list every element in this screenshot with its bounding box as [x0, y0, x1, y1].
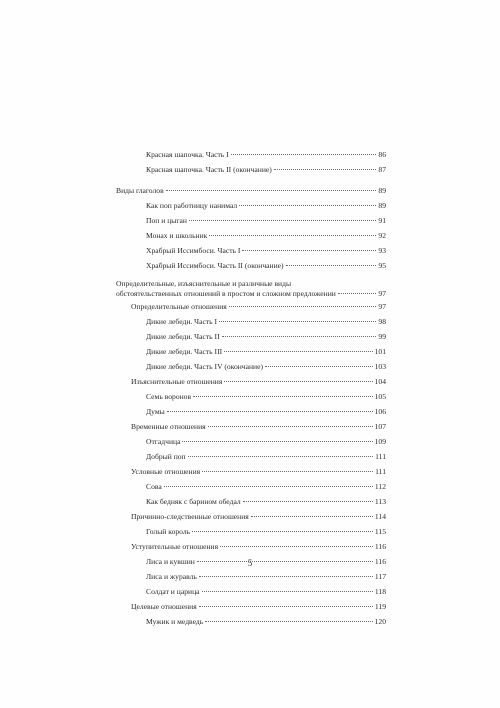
toc-entry-title: Дикие лебеди. Часть IV (окончание) [146, 362, 264, 371]
toc-subsection [116, 509, 386, 524]
toc-entry-title: Сова [146, 482, 162, 491]
dot-leader [205, 621, 372, 622]
toc-entry [116, 449, 386, 464]
toc-entry-page: 99 [378, 332, 386, 341]
table-of-contents [116, 147, 386, 629]
toc-subsection-title: Условные отношения [131, 467, 201, 476]
toc-entry-title: Дикие лебеди. Часть II [146, 332, 220, 341]
toc-entry-page: 116 [374, 557, 386, 566]
toc-entry-page: 113 [374, 497, 386, 506]
toc-entry [116, 434, 386, 449]
toc-entry-page: 89 [378, 201, 386, 210]
toc-entry-title: Лиса и журавль [146, 572, 197, 581]
toc-entry-title: Семь воронов [146, 392, 192, 401]
toc-section [116, 183, 386, 198]
toc-entry-page: 89 [378, 186, 386, 195]
toc-entry-page: 95 [378, 261, 386, 270]
toc-entry-page: 120 [374, 617, 386, 626]
dot-leader [224, 351, 372, 352]
toc-subsection [116, 464, 386, 479]
toc-entry-title: Голый король [146, 527, 191, 536]
dot-leader [199, 606, 373, 607]
toc-entry [116, 228, 386, 243]
toc-entry-title: Дикие лебеди. Часть III [146, 347, 223, 356]
dot-leader [192, 531, 373, 532]
toc-entry-title: Красная шапочка. Часть II (окончание) [146, 165, 272, 174]
dot-leader [242, 250, 376, 251]
dot-leader [224, 381, 372, 382]
toc-entry-page: 119 [374, 602, 386, 611]
toc-subsection-title: Целевые отношения [131, 602, 197, 611]
toc-entry [116, 147, 386, 162]
dot-leader [209, 235, 376, 236]
toc-subsection-title: Временные отношения [131, 422, 206, 431]
dot-leader [202, 591, 373, 592]
dot-leader [239, 205, 376, 206]
toc-entry-page: 111 [375, 452, 386, 461]
toc-entry-title: Лиса и кувшин [146, 557, 195, 566]
toc-section-title-line2: обстоятельственных отношений в простом и сложном предложении [116, 289, 336, 298]
toc-entry-title: Поп и цыган [146, 216, 187, 225]
toc-entry [116, 213, 386, 228]
dot-leader [229, 306, 377, 307]
dot-leader [222, 336, 377, 337]
toc-entry [116, 258, 386, 273]
toc-entry-title: Храбрый Иссимбоси. Часть I [146, 246, 241, 255]
toc-entry [116, 494, 386, 509]
toc-entry-page: 114 [374, 512, 386, 521]
toc-entry-page: 107 [374, 422, 386, 431]
toc-entry-title: Как поп работницу нанимал [146, 201, 238, 210]
toc-entry [116, 314, 386, 329]
toc-entry-page: 97 [378, 289, 386, 298]
toc-subsection [116, 374, 386, 389]
toc-entry-page: 105 [374, 392, 386, 401]
toc-entry-page: 86 [378, 150, 386, 159]
toc-entry [116, 404, 386, 419]
dot-leader [189, 220, 376, 221]
dot-leader [202, 471, 373, 472]
toc-entry-page: 91 [378, 216, 386, 225]
dot-leader [208, 426, 373, 427]
toc-entry [116, 479, 386, 494]
toc-section-title-line1: Определительные, изъяснительные и различные виды [116, 279, 292, 288]
toc-entry-page: 117 [374, 572, 386, 581]
dot-leader [193, 396, 373, 397]
dot-leader [286, 265, 377, 266]
dot-leader [338, 293, 377, 294]
toc-subsection-title: Определительные отношения [131, 302, 227, 311]
toc-entry-page: 97 [378, 302, 386, 311]
toc-entry [116, 359, 386, 374]
toc-subsection [116, 599, 386, 614]
toc-subsection-title: Уступительные отношения [131, 542, 219, 551]
toc-entry-page: 104 [374, 377, 386, 386]
dot-leader [265, 366, 373, 367]
dot-leader [219, 321, 376, 322]
dot-leader [231, 154, 377, 155]
toc-entry-title: Храбрый Иссимбоси. Часть II (окончание) [146, 261, 284, 270]
toc-entry [116, 329, 386, 344]
dot-leader [243, 501, 373, 502]
toc-entry [116, 584, 386, 599]
toc-entry-title: Думы [146, 407, 165, 416]
toc-entry [116, 389, 386, 404]
dot-leader [274, 169, 377, 170]
toc-entry-page: 112 [374, 482, 386, 491]
toc-entry-title: Красная шапочка. Часть I [146, 150, 229, 159]
toc-section [116, 279, 386, 299]
dot-leader [164, 486, 373, 487]
toc-entry-page: 115 [374, 527, 386, 536]
toc-entry-page: 101 [374, 347, 386, 356]
toc-entry-page: 92 [378, 231, 386, 240]
toc-entry-page: 116 [374, 542, 386, 551]
toc-entry [116, 524, 386, 539]
toc-entry [116, 614, 386, 629]
dot-leader [220, 546, 373, 547]
toc-entry-title: Мужик и медведь [146, 617, 204, 626]
toc-entry-title: Добрый поп [146, 452, 186, 461]
toc-entry-page: 106 [374, 407, 386, 416]
toc-section-title: Виды глаголов [116, 186, 164, 195]
dot-leader [182, 441, 372, 442]
toc-entry [116, 344, 386, 359]
toc-entry-title: Дикие лебеди. Часть I [146, 317, 218, 326]
toc-subsection [116, 539, 386, 554]
toc-entry-title: Монах и школьник [146, 231, 208, 240]
toc-entry [116, 569, 386, 584]
toc-entry-title: Отгадчица [146, 437, 181, 446]
toc-entry-title: Солдат и царица [146, 587, 200, 596]
toc-entry [116, 243, 386, 258]
page-number: 5 [247, 558, 253, 568]
dot-leader [166, 190, 377, 191]
toc-entry-page: 103 [374, 362, 386, 371]
toc-entry-title: Как бедняк с барином обедал [146, 497, 241, 506]
toc-entry-page: 98 [378, 317, 386, 326]
toc-subsection-title: Изъяснительные отношения [131, 377, 223, 386]
toc-entry-page: 111 [375, 467, 386, 476]
toc-subsection [116, 299, 386, 314]
toc-entry-page: 118 [374, 587, 386, 596]
toc-entry-page: 87 [378, 165, 386, 174]
dot-leader [251, 516, 373, 517]
toc-entry [116, 162, 386, 177]
toc-entry-page: 93 [378, 246, 386, 255]
toc-subsection-title: Причинно-следственные отношения [131, 512, 249, 521]
toc-entry-page: 109 [374, 437, 386, 446]
dot-leader [167, 411, 373, 412]
dot-leader [199, 576, 373, 577]
toc-subsection [116, 419, 386, 434]
toc-entry [116, 198, 386, 213]
dot-leader [188, 456, 374, 457]
